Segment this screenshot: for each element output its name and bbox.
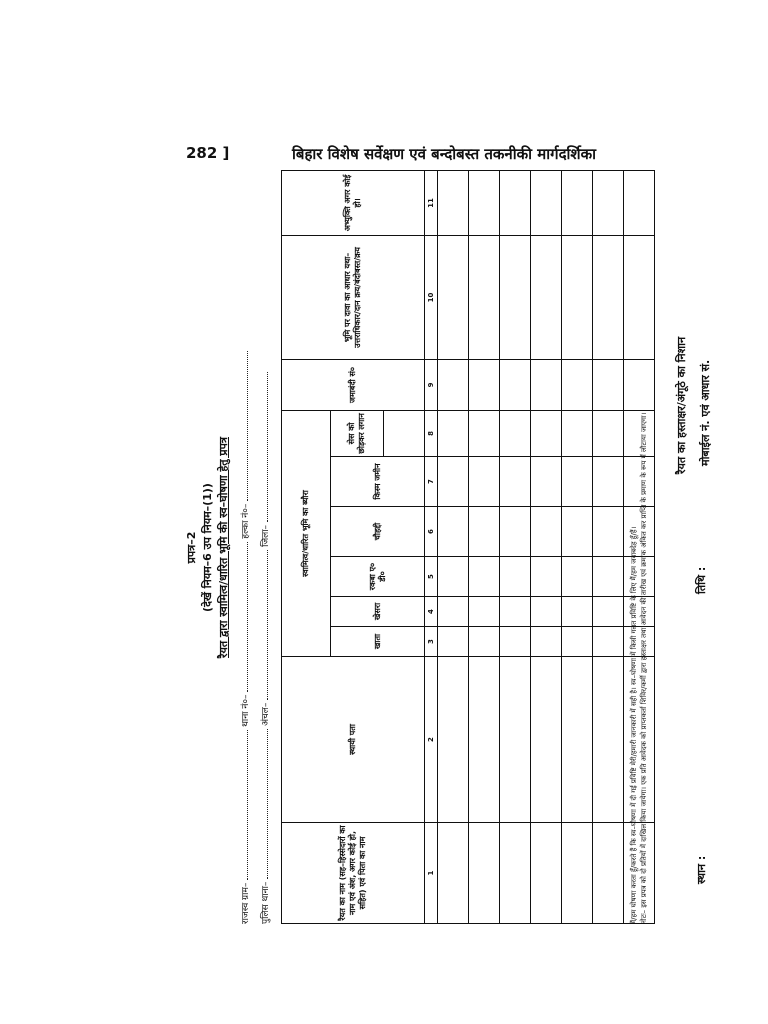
- signature-label: रैयत का हस्ताक्षर/अंगूठे का निशान: [675, 336, 688, 474]
- col-khesra: खेसरा: [331, 597, 425, 627]
- district-label: जिला–: [261, 524, 271, 547]
- col-area: रकबा ए० डी०: [331, 557, 425, 597]
- table-cell: [531, 235, 562, 359]
- table-cell: [469, 557, 500, 597]
- table-cell: [562, 359, 593, 410]
- table-row: [438, 170, 469, 923]
- table-cell: [593, 557, 624, 597]
- table-cell: [469, 507, 500, 557]
- table-cell: [624, 170, 655, 235]
- land-declaration-table: [281, 170, 655, 924]
- field-line-2: [258, 372, 271, 924]
- table-cell: [624, 597, 655, 627]
- table-cell: [469, 457, 500, 507]
- table-cell: [562, 457, 593, 507]
- table-cell: [500, 410, 531, 456]
- table-cell: [438, 627, 469, 657]
- table-cell: [500, 627, 531, 657]
- col-number: 9: [425, 359, 438, 410]
- table-cell: [531, 457, 562, 507]
- table-cell: [469, 597, 500, 627]
- table-cell: [438, 170, 469, 235]
- table-cell: [562, 823, 593, 924]
- declaration-text: मैं/हम घोषणा करता हूँ/करते हैं कि स्व–घोषणा में दी गई प्रविष्टि मेरी/हमारी जानकारी में सही है। स्व–घोषणा में किसी गलत प्रविष्टि के लिए मैं/हम जवाबदेह हूँ/हैं।: [630, 526, 638, 924]
- table-row: [469, 170, 500, 923]
- halka-no-blank: [239, 351, 248, 501]
- col-land-details-group: स्वामित्व/धारित भूमि का ब्यौरा: [282, 410, 331, 656]
- table-row: [593, 170, 624, 923]
- table-cell: [624, 235, 655, 359]
- col-number: 8: [425, 410, 438, 456]
- book-title: बिहार विशेष सर्वेक्षण एवं बन्दोबस्त तकनीकी मार्गदर्शिका: [292, 145, 597, 163]
- page-number: 282 ]: [186, 144, 230, 162]
- revenue-village-label: राजस्व ग्राम–: [241, 882, 251, 924]
- table-cell: [593, 657, 624, 823]
- table-cell: [593, 235, 624, 359]
- table-cell: [593, 627, 624, 657]
- table-cell: [593, 507, 624, 557]
- table-cell: [624, 410, 655, 456]
- form-title: रैयत द्वारा स्वामित्व/धारित भूमि की स्व–घोषणा हेतु प्रपत्र: [217, 437, 230, 658]
- table-cell: [438, 507, 469, 557]
- col-remarks: अभ्युक्ति अगर कोई हो।: [282, 170, 425, 235]
- district-blank: [259, 372, 268, 522]
- table-cell: [438, 823, 469, 924]
- table-cell: [624, 823, 655, 924]
- table-cell: [562, 557, 593, 597]
- place-label: स्थान :: [695, 855, 708, 884]
- table-cell: [593, 457, 624, 507]
- table-cell: [469, 627, 500, 657]
- table-cell: [562, 627, 593, 657]
- col-lagan-spacer: [384, 410, 425, 456]
- table-cell: [624, 457, 655, 507]
- table-cell: [624, 557, 655, 597]
- table-cell: [500, 557, 531, 597]
- col-number: 4: [425, 597, 438, 627]
- table-cell: [469, 657, 500, 823]
- police-station-label: पुलिस थाना–: [261, 881, 271, 924]
- anchal-label: अंचल–: [261, 702, 271, 726]
- col-number: 7: [425, 457, 438, 507]
- table-cell: [562, 597, 593, 627]
- table-cell: [438, 657, 469, 823]
- table-cell: [469, 359, 500, 410]
- col-raiyat-name: रैयत का नाम (सह–हिस्सेदारों का नाम एवं अंश, अगर कोई हो, सहित) एवं पिता का नाम: [282, 823, 425, 924]
- col-number: 2: [425, 657, 438, 823]
- table-cell: [531, 359, 562, 410]
- table-row: [624, 170, 655, 923]
- anchal-blank: [259, 550, 268, 700]
- col-chauhaddi: चौहद्दी: [331, 507, 425, 557]
- rotated-form: [178, 171, 768, 924]
- table-row: [500, 170, 531, 923]
- col-number: 1: [425, 823, 438, 924]
- table-cell: [531, 170, 562, 235]
- table-cell: [438, 410, 469, 456]
- col-number: 3: [425, 627, 438, 657]
- col-number: 11: [425, 170, 438, 235]
- table-cell: [624, 507, 655, 557]
- table-cell: [624, 657, 655, 823]
- table-cell: [500, 457, 531, 507]
- table-cell: [562, 657, 593, 823]
- col-number: 5: [425, 557, 438, 597]
- table-cell: [531, 627, 562, 657]
- table-cell: [438, 457, 469, 507]
- col-basis: भूमि पर दावा का आधार यथा–उत्तराधिकार/दान क्रय/बंदोबस्त/क्रय: [282, 235, 425, 359]
- table-cell: [531, 657, 562, 823]
- thana-no-blank: [239, 542, 248, 692]
- table-cell: [500, 170, 531, 235]
- table-row: [531, 170, 562, 923]
- rule-reference: (देखें नियम–6 उप नियम–(1)): [201, 483, 214, 612]
- table-cell: [500, 823, 531, 924]
- table-cell: [531, 410, 562, 456]
- table-cell: [500, 359, 531, 410]
- col-jamabandi: जमाबंदी सं०: [282, 359, 425, 410]
- table-cell: [531, 597, 562, 627]
- table-row: [562, 170, 593, 923]
- thana-no-label: थाना नं०–: [241, 694, 251, 727]
- table-cell: [438, 557, 469, 597]
- halka-no-label: हल्का नं०–: [241, 503, 251, 539]
- table-cell: [500, 657, 531, 823]
- form-number: प्रपत्र–2: [185, 531, 198, 564]
- table-cell: [531, 557, 562, 597]
- table-cell: [469, 823, 500, 924]
- col-khata: खाता: [331, 627, 425, 657]
- table-cell: [562, 410, 593, 456]
- field-line-1: [238, 351, 251, 924]
- col-number: 6: [425, 507, 438, 557]
- table-cell: [593, 597, 624, 627]
- col-permanent-address: स्थायी पता: [282, 657, 425, 823]
- table-cell: [438, 235, 469, 359]
- table-cell: [562, 507, 593, 557]
- table-cell: [531, 823, 562, 924]
- table-cell: [593, 170, 624, 235]
- col-lagan: सेस को छोड़कर लगान: [331, 410, 384, 456]
- note-text: नोटः– इस प्रपत्र को दो प्रतियों में दाखिल किया जायेगा। एक प्रति आवेदक को प्राप्तकर्ता शिविर/कर्मी द्वारा हस्ताक्षर तथा आवेदन की तारीख एवं क्रमांक अंकित कर प्राप्ति के प्रमाण के रूप में लौटाया जाएगा।: [640, 412, 648, 924]
- table-cell: [593, 359, 624, 410]
- table-cell: [624, 359, 655, 410]
- table-cell: [624, 627, 655, 657]
- col-kism-jamin: किस्म जमीन: [331, 457, 425, 507]
- table-cell: [531, 507, 562, 557]
- table-cell: [500, 507, 531, 557]
- table-cell: [562, 170, 593, 235]
- table-cell: [469, 410, 500, 456]
- police-station-blank: [259, 729, 268, 879]
- table-cell: [438, 597, 469, 627]
- revenue-village-blank: [239, 730, 248, 880]
- col-number: 10: [425, 235, 438, 359]
- table-cell: [500, 235, 531, 359]
- table-cell: [593, 823, 624, 924]
- table-cell: [593, 410, 624, 456]
- mobile-aadhar-label: मोबाईल नं. एवं आधार सं.: [699, 359, 712, 466]
- table-cell: [469, 170, 500, 235]
- table-cell: [500, 597, 531, 627]
- table-cell: [562, 235, 593, 359]
- table-cell: [469, 235, 500, 359]
- table-cell: [438, 359, 469, 410]
- date-label: तिथि :: [695, 566, 708, 594]
